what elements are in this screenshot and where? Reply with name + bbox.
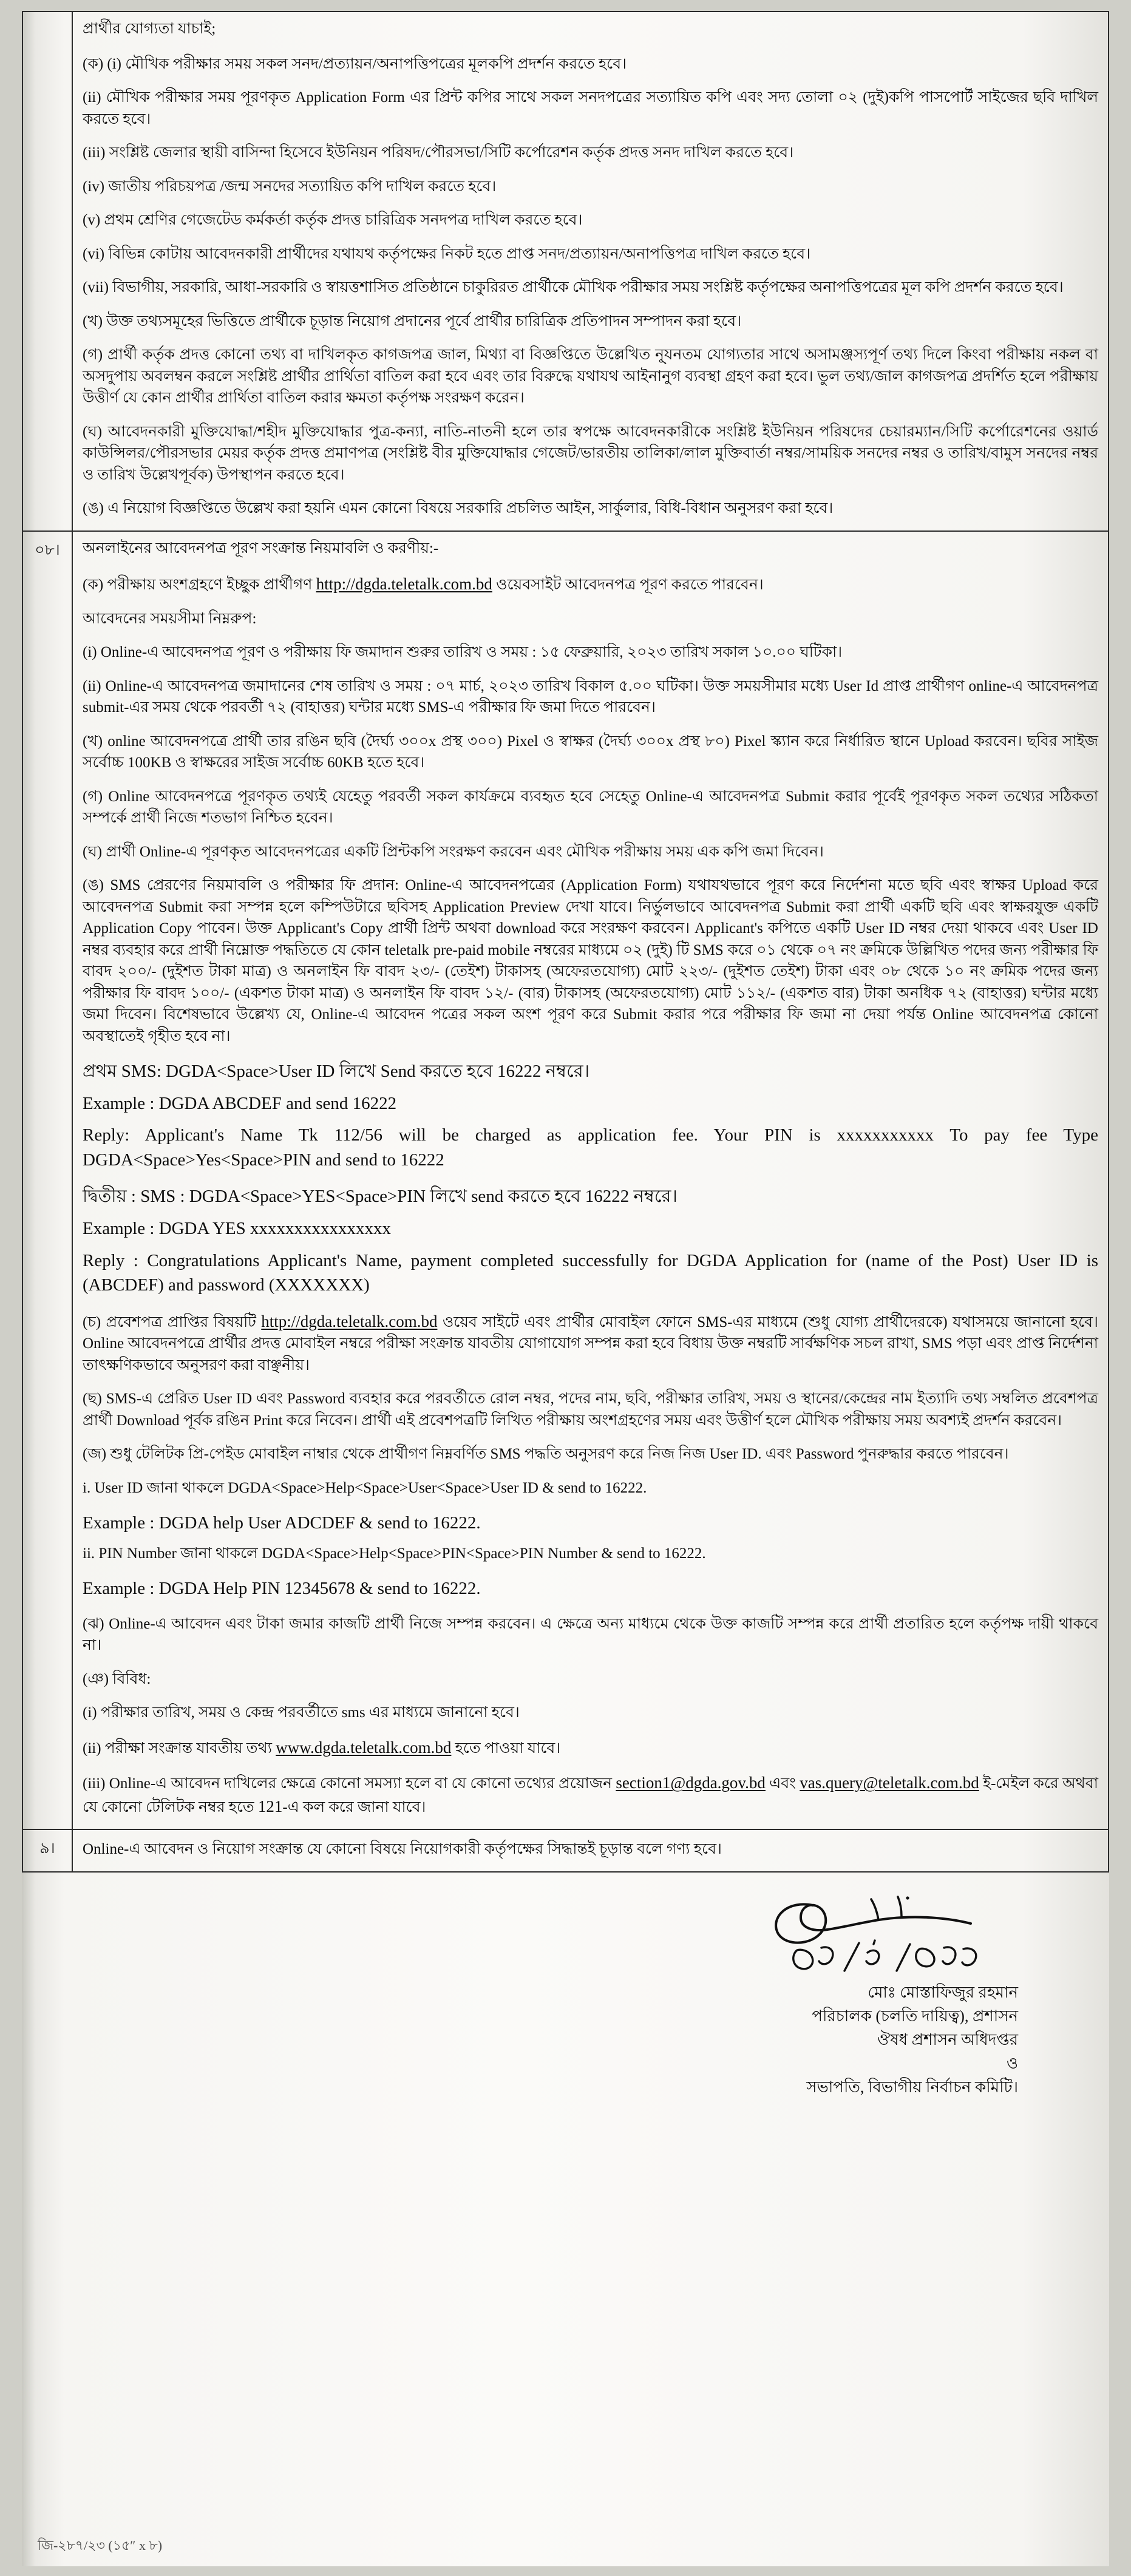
online-rules-cell (72, 531, 1109, 1830)
online-ka-suffix: ওয়েবসাইট আবেদনপত্র পূরণ করতে পারবেন। (492, 577, 764, 593)
deadline-heading: আবেদনের সময়সীমা নিম্নরুপ: (83, 610, 257, 627)
sms-second-instruction: দ্বিতীয় : SMS : DGDA<Space>YES<Space>PIN লিখে send করতে হবে 16222 নম্বরে। (83, 1187, 678, 1207)
self-application-warning: (ঝ) Online-এ আবেদন এবং টাকা জমার কাজটি প্রার্থী নিজে সম্পন্ন করবেন। এ ক্ষেত্রে অন্য মাধ্যমে থেকে উক্ত কাজটি সম্পন্ন করে প্রার্থী প্রতারিত হলে কর্তৃপক্ষ দায়ী থাকবে না। (83, 1615, 1098, 1654)
qualification-item-iv: (iv) জাতীয় পরিচয়পত্র /জন্ম সনদের সত্যায়িত কপি দাখিল করতে হবে। (83, 178, 497, 195)
print-copy-note: (ঘ) প্রার্থী Online-এ পূরণকৃত আবেদনপত্রের একটি প্রিন্টকপি সংরক্ষণ করবেন এবং মৌখিক পরীক্ষায় সময় এক কপি জমা দিবেন। (83, 843, 824, 860)
signatory-name: মোঃ মোস্তাফিজুর রহমান (868, 1983, 1018, 2001)
sms-first-example: Example : DGDA ABCDEF and send 16222 (83, 1093, 397, 1113)
qualification-item-vii: (vii) বিভাগীয়, সরকারি, আধা-সরকারি ও স্বায়ত্তশাসিত প্রতিষ্ঠানে চাকুরিরত প্রার্থীকে মৌখিক পরীক্ষার সময় সংশ্লিষ্ট কর্তৃপক্ষের অনাপত্তিপত্রের মূল কপি প্রদর্শন করতে হবে। (83, 279, 1064, 296)
admit-card-note (83, 1310, 1098, 1377)
sms-fee-rules: (ঙ) SMS প্রেরণের নিয়মাবলি ও পরীক্ষার ফি প্রদান: Online-এ আবেদনপত্রের (Application Form) যথাযথভাবে পূরণ করে নির্দেশনা মতে ছবি এবং স্বাক্ষর Upload করে আবেদনপত্র Submit করা সম্পন্ন হলে কম্পিউটারে ছবিসহ Application Preview দেখা যাবে। নির্ভুলভাবে আবেদনপত্র Submit করা প্রার্থী একটি ছবি এবং স্বাক্ষরযুক্ত একটি Application Copy পাবেন। উক্ত Applicant's Copy প্রার্থী প্রিন্ট অথবা download করে সংরক্ষণ করবেন। Applicant's কপিতে একটি User ID নম্বর দেয়া থাকবে এবং User ID নম্বর ব্যবহার করে প্রার্থী নিম্নোক্ত পদ্ধতিতে যে কোন teletalk pre-paid mobile নম্বরের মাধ্যমে ০২ (দুই) টি SMS করে ০১ থেকে ০৭ নং ক্রমিকে উল্লিখিত পদের জন্য পরীক্ষার ফি বাবদ ২০০/- (দুইশত টাকা মাত্র) ও অনলাইন ফি বাবদ ২৩/- (তেইশ) টাকাসহ (অফেরতযোগ্য) মোট ২২৩/- (দুইশত তেইশ) টাকা এবং ০৮ থেকে ১০ নং ক্রমিক পদের জন্য পরীক্ষার ফি বাবদ ১০০/- (একশত টাকা মাত্র) ও অনলাইন ফি বাবদ ১২/- (বার) টাকাসহ (অফেরতযোগ্য) মোট ১১২/- (একশত বার) টাকা অনধিক ৭২ (বাহাত্তর) ঘন্টার মধ্যে জমা দিবেন। বিশেষভাবে উল্লেখ্য যে, Online-এ আবেদন পত্রের সকল অংশ পূরণ করে Submit করার পরে পরীক্ষার ফি জমা না দেয়া পর্যন্ত Online আবেদনপত্র কোনো অবস্থাতেই গৃহীত হবে না। (83, 877, 1098, 1045)
paper-sheet (22, 11, 1109, 2566)
sms-second-reply: Reply : Congratulations Applicant's Name, payment completed successfully for DGDA Application for (name of the Post) User ID is (ABCDEF) and password (XXXXXXX) (83, 1250, 1098, 1295)
circular-table (22, 11, 1109, 1873)
misc-iii-suffix: ই-মেইল করে অথবা যে কোনো টেলিটক নম্বর হতে (83, 1775, 1098, 1815)
help-pin-example: Example : DGDA Help PIN 12345678 & send to 16222. (83, 1579, 481, 1599)
help-user-id-instruction: i. User ID জানা থাকলে DGDA<Space>Help<Space>User<Space>User ID & send to 16222. (83, 1479, 647, 1496)
vas-query-email-link[interactable]: vas.query@teletalk.com.bd (800, 1774, 979, 1792)
signatory-designation-secondary: সভাপতি, বিভাগীয় নির্বাচন কমিটি। (806, 2078, 1018, 2096)
misc-iii-suffix2: -এ কল করে জানা যাবে। (282, 1798, 426, 1815)
qualification-item-ka-i: (ক) (i) মৌখিক পরীক্ষার সময় সকল সনদ/প্রত্যায়ন/অনাপত্তিপত্রের মূলকপি প্রদর্শন করতে হবে। (83, 55, 627, 72)
qualification-item-ga: (গ) প্রার্থী কর্তৃক প্রদত্ত কোনো তথ্য বা দাখিলকৃত কাগজপত্র জাল, মিথ্যা বা বিজ্ঞপ্তিতে উল্লেখিত নূ্যনতম যোগ্যতার সাথে অসামঞ্জস্যপূর্ণ তথ্য দিলে কিংবা পরীক্ষায় নকল বা অসদুপায় অবলম্বন করলে সংশ্লিষ্ট প্রার্থীর প্রার্থিতা বাতিল করা হবে এবং তার বিরুদ্ধে যথাযথ আইনানুগ ব্যবস্থা গ্রহণ করা হবে। ভুল তথ্য/জাল কাগজপত্র প্রদর্শিত হলে পরীক্ষায় উত্তীর্ণ যে কোন প্রার্থীর প্রার্থিতা বাতিল করার ক্ষমতা কর্তৃপক্ষ সংরক্ষণ করেন। (83, 347, 1098, 406)
dgda-teletalk-url-link[interactable]: http://dgda.teletalk.com.bd (316, 575, 492, 593)
section1-email-link[interactable]: section1@dgda.gov.bd (616, 1774, 766, 1792)
handwritten-signature-icon (22, 1894, 1036, 1985)
qualification-item-kha: (খ) উক্ত তথ্যসমূহের ভিত্তিতে প্রার্থীকে চূড়ান্ত নিয়োগ প্রদানের পূর্বে প্রার্থীর চারিত্রিক প্রতিপাদন সম্পাদন করা হবে। (83, 313, 742, 330)
miscellaneous-heading: (ঞ) বিবিধ: (83, 1670, 151, 1687)
photo-signature-spec: (খ) online আবেদনপত্রে প্রার্থী তার রঙিন ছবি (দৈর্ঘ্য ৩০০x প্রস্থ ৩০০) Pixel ও স্বাক্ষর (দৈর্ঘ্য ৩০০x প্রস্থ ৮০) Pixel স্ক্যান করে নির্ধারিত স্থানে Upload করবেন। ছবির সাইজ সর্বোচ্চ 100KB ও স্বাক্ষরের সাইজ সর্বোচ্চ 60KB হতে হবে। (83, 733, 1098, 771)
row-number-final: ৯। (22, 1829, 72, 1872)
table-row-final-decision (22, 1829, 1109, 1872)
row-number-qualification (22, 12, 72, 531)
cha-prefix: (চ) প্রবেশপত্র প্রাপ্তির বিষয়টি (83, 1313, 262, 1330)
table-row-online-rules (22, 531, 1109, 1830)
qualification-item-v: (v) প্রথম শ্রেণির গেজেটেড কর্মকর্তা কর্তৃক প্রদত্ত চারিত্রিক সনদপত্র দাখিল করতে হবে। (83, 212, 583, 228)
misc-exam-schedule-note: (i) পরীক্ষার তারিখ, সময় ও কেন্দ্র পরবর্তীতে sms এর মাধ্যমে জানানো হবে। (83, 1704, 520, 1721)
misc-iii-prefix: (iii) Online-এ আবেদন দাখিলের ক্ষেত্রে কোনো সমস্যা হলে বা যে কোনো তথ্যের প্রয়োজন (83, 1775, 616, 1792)
deadline-start: (i) Online-এ আবেদনপত্র পূরণ ও পরীক্ষায় ফি জমাদান শুরুর তারিখ ও সময় : ১৫ ফেব্রুয়ারি, ২০২৩ তারিখ সকাল ১০.০০ ঘটিকা। (83, 644, 843, 660)
row-number-online: ০৮। (22, 531, 72, 1830)
misc-iii-mid: এবং (765, 1775, 800, 1792)
qualification-item-uma: (ঙ) এ নিয়োগ বিজ্ঞপ্তিতে উল্লেখ করা হয়নি এমন কোনো বিষয়ে সরকারি প্রচলিত আইন, সার্কুলার, বিধি-বিধান অনুসরণ করা হবে। (83, 500, 834, 517)
help-user-id-example: Example : DGDA help User ADCDEF & send to 16222. (83, 1513, 481, 1533)
online-ka-prefix: (ক) পরীক্ষায় অংশগ্রহণে ইচ্ছুক প্রার্থীগণ (83, 577, 316, 593)
cha-suffix: ওয়েব সাইটে এবং প্রার্থীর মোবাইল ফোনে SMS-এর মাধ্যমে (শুধু যোগ্য প্রার্থীদেরকে) যথাসময়ে জানানো হবে। Online আবেদনপত্রে প্রার্থীর প্রদত্ত মোবাইল নম্বরে পরীক্ষা সংক্রান্ত যাবতীয় যোগাযোগ সম্পন্ন করা হবে বিধায় উক্ত নম্বরটি সার্বক্ষণিক সচল রাখা, SMS পড়া এবং প্রাপ্ত নির্দেশনা তাৎক্ষণিকভাবে অনুসরণ করা বাঞ্ছনীয়। (83, 1313, 1098, 1374)
signatory-conjunction: ও (1006, 2054, 1018, 2072)
help-pin-instruction: ii. PIN Number জানা থাকলে DGDA<Space>Help<Space>PIN<Space>PIN Number & send to 16222. (83, 1545, 706, 1562)
helpline-number: 121 (257, 1797, 283, 1815)
submit-accuracy-note: (গ) Online আবেদনপত্রে পূরণকৃত তথ্যই যেহেতু পরবর্তী সকল কার্যক্রমে ব্যবহৃত হবে সেহেতু Online-এ আবেদনপত্র Submit করার পূর্বেই পূরণকৃত সকল তথ্যের সঠিকতা সম্পর্কে প্রার্থী নিজে শতভাগ নিশ্চিত হবেন। (83, 788, 1098, 826)
final-decision-text: Online-এ আবেদন ও নিয়োগ সংক্রান্ত যে কোনো বিষয়ে নিয়োগকারী কর্তৃপক্ষের সিদ্ধান্তই চূড়ান্ত বলে গণ্য হবে। (83, 1841, 722, 1858)
download-admit-card-note: (ছ) SMS-এ প্রেরিত User ID এবং Password ব্যবহার করে পরবর্তীতে রোল নম্বর, পদের নাম, ছবি, পরীক্ষার তারিখ, সময় ও স্থানের/কেন্দ্রের নাম ইত্যাদি তথ্য সম্বলিত প্রবেশপত্র প্রার্থী Download পূর্বক রঙিন Print করে নিবেন। প্রার্থী এই প্রবেশপত্রটি লিখিত পরীক্ষায় অংশগ্রহণের সময় এবং উত্তীর্ণ হলে মৌখিক পরীক্ষায় সময় অবশ্যই প্রদর্শন করবেন। (83, 1391, 1098, 1429)
deadline-end: (ii) Online-এ আবেদনপত্র জমাদানের শেষ তারিখ ও সময় : ০৭ মার্চ, ২০২৩ তারিখ বিকাল ৫.০০ ঘটিকা। উক্ত সময়সীমার মধ্যে User Id প্রাপ্ত প্রার্থীগণ online-এ আবেদনপত্র submit-এর সময় থেকে পরবর্তী ৭২ (বাহাত্তর) ঘন্টার মধ্যে SMS-এ পরীক্ষার ফি জমা দিতে পারবেন। (83, 677, 1098, 716)
misc-ii-suffix: হতে পাওয়া যাবে। (451, 1740, 561, 1757)
table-row-qualification (22, 12, 1109, 531)
qualification-item-ii: (ii) মৌখিক পরীক্ষার সময় পূরণকৃত Application Form এর প্রিন্ট কপির সাথে সকল সনদপত্রের সত্যায়িত কপি এবং সদ্য তোলা ০২ (দুই)কপি পাসপোর্ট সাইজের ছবি দাখিল করতে হবে। (83, 89, 1098, 127)
misc-contact-info (83, 1771, 1098, 1818)
signatory-designation-primary: পরিচালক (চলতি দায়িত্ব), প্রশাসন (812, 2007, 1018, 2025)
signature-block (22, 1894, 1109, 2123)
online-rules-heading: অনলাইনের আবেদনপত্র পূরণ সংক্রান্ত নিয়মাবলি ও করণীয়:- (83, 540, 439, 557)
qualification-cell (72, 12, 1109, 531)
misc-website-info (83, 1736, 1098, 1760)
qualification-heading: প্রার্থীর যোগ্যতা যাচাই; (83, 21, 216, 37)
document-footer-code: জি-২৮৭/২৩ (১৫″ x ৮) (38, 2538, 163, 2553)
recover-credentials-note: (জ) শুধু টেলিটক প্রি-পেইড মোবাইল নাম্বার থেকে প্রার্থীগণ নিম্নবর্ণিত SMS পদ্ধতি অনুসরণ করে নিজ নিজ User ID. এবং Password পুনরুদ্ধার করতে পারবেন। (83, 1446, 1009, 1463)
dgda-www-url-link[interactable]: www.dgda.teletalk.com.bd (276, 1738, 452, 1757)
sms-first-reply: Reply: Applicant's Name Tk 112/56 will be charged as application fee. Your PIN is xxxxxxxxxxx To pay fee Type DGDA<Space>Yes<Space>PIN and send to 16222 (83, 1125, 1098, 1170)
final-decision-cell (72, 1829, 1109, 1872)
online-rules-item-ka (83, 572, 1098, 596)
dgda-teletalk-url-link-2[interactable]: http://dgda.teletalk.com.bd (261, 1312, 438, 1330)
qualification-item-gha: (ঘ) আবেদনকারী মুক্তিযোদ্ধা/শহীদ মুক্তিযোদ্ধার পুত্র-কন্যা, নাতি-নাতনী হলে তার স্বপক্ষে আবেদনকারীকে সংশ্লিষ্ট ইউনিয়ন পরিষদের চেয়ারম্যান/সিটি কর্পোরেশনের ওয়ার্ড কাউন্সিলর/পৌরসভার মেয়র কর্তৃক প্রদত্ত প্রমাণপত্র (সংশ্লিষ্ট বীর মুক্তিযোদ্ধার গেজেট/ভারতীয় তালিকা/লাল মুক্তিবার্তা নম্বর/সাময়িক সনদের নম্বর ও তারিখ/বামুস সনদের নম্বর ও তারিখ উল্লেখপূর্বক) উপস্থাপন করতে হবে। (83, 423, 1098, 483)
misc-ii-prefix: (ii) পরীক্ষা সংক্রান্ত যাবতীয় তথ্য (83, 1740, 276, 1757)
sms-second-example: Example : DGDA YES xxxxxxxxxxxxxxxx (83, 1218, 392, 1238)
sms-first-instruction: প্রথম SMS: DGDA<Space>User ID লিখে Send করতে হবে 16222 নম্বরে। (83, 1062, 590, 1081)
signatory-organization: ঔষধ প্রশাসন অধিদপ্তর (877, 2030, 1018, 2049)
qualification-item-iii: (iii) সংশ্লিষ্ট জেলার স্থায়ী বাসিন্দা হিসেবে ইউনিয়ন পরিষদ/পৌরসভা/সিটি কর্পোরেশন কর্তৃক প্রদত্ত সনদ দাখিল করতে হবে। (83, 144, 794, 161)
qualification-item-vi: (vi) বিভিন্ন কোটায় আবেদনকারী প্রার্থীদের যথাযথ কর্তৃপক্ষের নিকট হতে প্রাপ্ত সনদ/প্রত্যায়ন/অনাপত্তিপত্র দাখিল করতে হবে। (83, 245, 811, 262)
